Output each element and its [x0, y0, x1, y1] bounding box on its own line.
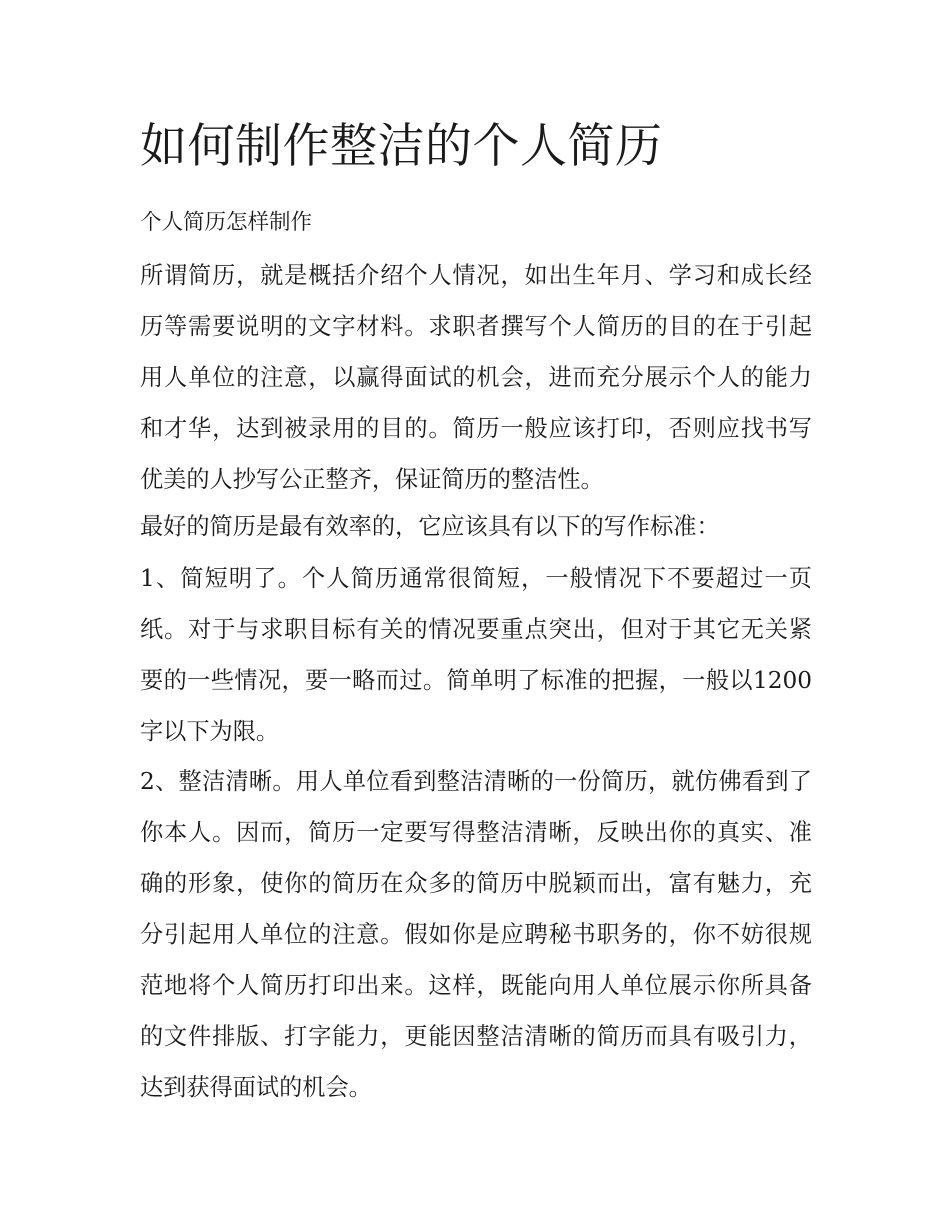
document-title: 如何制作整洁的个人简历 [140, 119, 663, 174]
paragraph-intro: 所谓简历，就是概括介绍个人情况，如出生年月、学习和成长经历等需要说明的文字材料。求职者撰写个人简历的目的在于引起用人单位的注意，以赢得面试的机会，进而充分展示个人的能力和才华，达到被录用的目的。简历一般应该打印，否则应找书写优美的人抄写公正整齐，保证简历的整洁性。 [140, 262, 812, 493]
paragraph-point-2: 2、整洁清晰。用人单位看到整洁清晰的一份简历，就仿佛看到了你本人。因而，简历一定要写得整洁清晰，反映出你的真实、准确的形象，使你的简历在众多的简历中脱颖而出，富有魅力，充分引起用人单位的注意。假如你是应聘秘书职务的，你不妨很规范地将个人简历打印出来。这样，既能向用人单位展示你所具备的文件排版、打字能力，更能因整洁清晰的简历而具有吸引力，达到获得面试的机会。 [140, 768, 812, 1101]
document-subtitle: 个人简历怎样制作 [140, 210, 313, 235]
paragraph-standards-heading: 最好的简历是最有效率的，它应该具有以下的写作标准： [140, 513, 720, 540]
paragraph-point-1: 1、简短明了。个人简历通常很简短，一般情况下不要超过一页纸。对于与求职目标有关的情况要重点突出，但对于其它无关紧要的一些情况，要一略而过。简单明了标准的把握，一般以1200字以下为限。 [140, 565, 812, 745]
